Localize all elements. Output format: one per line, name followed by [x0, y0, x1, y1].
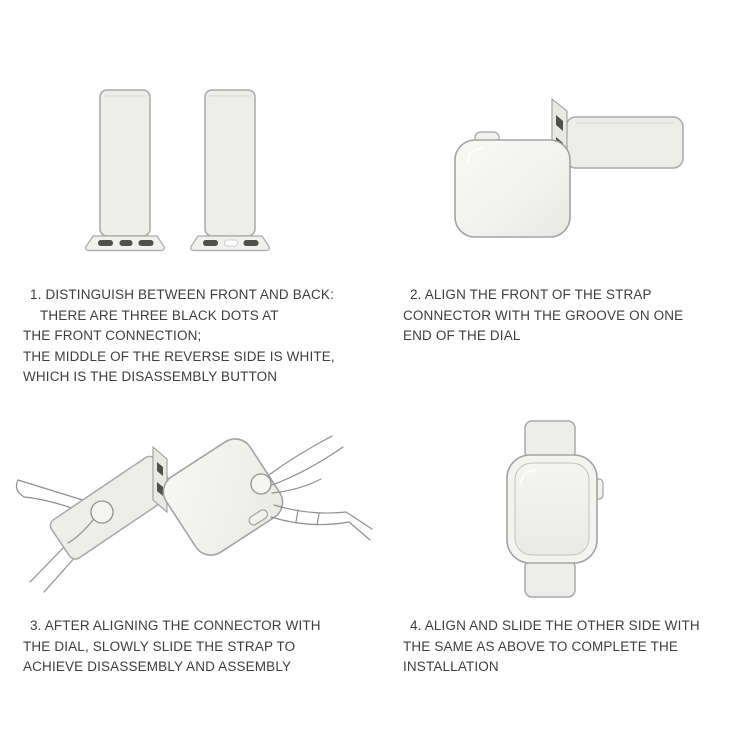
back-dot-left: [203, 240, 218, 246]
step-1-line-5: WHICH IS THE DISASSEMBLY BUTTON: [23, 369, 278, 384]
front-dot-2: [120, 240, 133, 246]
strap-band: [566, 117, 683, 168]
left-finger-tip: [16, 480, 24, 497]
strap-front-back-illustration: [60, 60, 280, 260]
right-index-top: [269, 436, 332, 475]
back-strap: [191, 90, 270, 251]
step-3-caption: [23, 616, 393, 678]
top-strap: [525, 421, 575, 459]
align-strap-with-dial-illustration: [430, 85, 700, 250]
right-hand: [269, 436, 372, 540]
step-2-line-2: CONNECTOR WITH THE GROOVE ON ONE: [403, 307, 684, 323]
step-2-line-3: END OF THE DIAL: [403, 328, 521, 343]
bottom-strap: [525, 560, 575, 597]
step-1-caption: [23, 285, 393, 388]
dial-piece: [157, 432, 290, 562]
step-2-caption: [403, 285, 738, 347]
dial-body-tilted: [157, 432, 290, 562]
left-wrist-top: [30, 544, 67, 582]
right-knuckle-top: [274, 505, 346, 513]
step-3-line-1: 3. AFTER ALIGNING THE CONNECTOR WITH: [30, 618, 321, 633]
right-wrist-top: [346, 512, 372, 529]
watch-dial: [455, 132, 570, 237]
left-thumb-loop: [91, 501, 113, 523]
back-dot-right: [244, 240, 259, 246]
assembled-watch-illustration: [495, 415, 685, 605]
step-4-caption: [403, 616, 738, 678]
step-3-line-2: THE DIAL, SLOWLY SLIDE THE STRAP TO: [23, 638, 296, 654]
right-thumb-loop: [251, 474, 271, 494]
front-strap: [86, 90, 165, 251]
watch-screen: [515, 463, 589, 555]
step-3-line-3: ACHIEVE DISASSEMBLY AND ASSEMBLY: [23, 659, 292, 674]
front-strap-body: [100, 90, 150, 236]
step-2-line-1: 2. ALIGN THE FRONT OF THE STRAP: [410, 287, 652, 302]
hands-sliding-strap-illustration: [10, 420, 380, 600]
step-1-line-3: THE FRONT CONNECTION;: [23, 328, 202, 343]
step-1-line-4: THE MIDDLE OF THE REVERSE SIDE IS WHITE,: [23, 348, 335, 364]
back-white-release-button: [225, 240, 238, 246]
front-dot-1: [98, 240, 113, 246]
back-strap-body: [205, 90, 255, 236]
step-4-line-3: INSTALLATION: [403, 659, 499, 674]
step-1-line-2: THERE ARE THREE BLACK DOTS AT: [40, 307, 279, 323]
strap-with-connector: [552, 99, 683, 180]
strap-connector-plate: [153, 447, 167, 512]
right-knuckle-crease-2: [317, 514, 319, 525]
dial-body: [455, 140, 570, 237]
right-wrist-bottom: [349, 522, 370, 540]
strap-piece: [48, 447, 177, 562]
right-knuckle-crease-1: [296, 510, 298, 522]
right-knuckle-bottom: [271, 517, 349, 525]
step-1-line-1: 1. DISTINGUISH BETWEEN FRONT AND BACK:: [30, 287, 334, 302]
step-4-line-1: 4. ALIGN AND SLIDE THE OTHER SIDE WITH: [410, 618, 700, 633]
front-dot-3: [139, 240, 154, 246]
left-wrist-bottom: [44, 554, 78, 592]
step-4-line-2: THE SAME AS ABOVE TO COMPLETE THE: [403, 638, 679, 654]
